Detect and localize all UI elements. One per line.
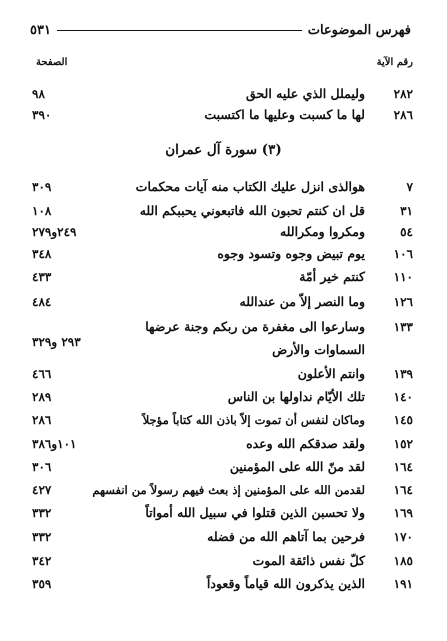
verse-number: ٢٨٢: [393, 87, 413, 101]
verse-text: تلك الأيّام نداولها بن الناس: [227, 389, 365, 404]
index-row: [32, 200, 413, 222]
page-reference: ٣٣٢: [32, 506, 52, 520]
index-row: [32, 83, 413, 105]
verse-number-heading: رقم الآية: [376, 57, 413, 68]
page-reference: ٢٤٩و٢٧٩: [32, 225, 77, 239]
index-row: [32, 221, 413, 243]
verse-number: ١٣٣: [393, 320, 413, 334]
column-headings: [36, 57, 413, 75]
page-reference: ٩٨: [32, 87, 45, 101]
page-reference: ٣٤٢: [32, 554, 52, 568]
index-row: [32, 104, 413, 126]
index-row: [32, 409, 413, 431]
page-number: ٥٣١: [30, 22, 51, 38]
running-head-rule: [57, 30, 302, 31]
index-row: [32, 291, 413, 313]
verse-number: ١٤٥: [393, 413, 413, 427]
verse-number: ١٦٤: [393, 483, 413, 497]
verse-text: كنتم خير أمّة: [299, 269, 365, 284]
page-reference: ١٠٨: [32, 204, 52, 218]
verse-number: ١٤٠: [393, 390, 413, 404]
page-heading: الصفحة: [36, 57, 68, 68]
verse-number: ١٦٤: [393, 460, 413, 474]
page-reference: ٣٣٢: [32, 530, 52, 544]
page-reference: ٣٠٩: [32, 180, 52, 194]
running-head: [30, 20, 411, 40]
verse-text: هوالذى انزل عليك الكتاب منه آيات محكمات: [135, 179, 365, 194]
verse-text: ولقد صدقكم الله وعده: [246, 436, 365, 451]
verse-number: ١٦٩: [393, 506, 413, 520]
running-head-title: فهرس الموضوعات: [307, 22, 411, 38]
verse-text-continuation: السماوات والأرض: [272, 342, 365, 357]
verse-text: وسارعوا الى مغفرة من ربكم وجنة عرضها: [145, 319, 365, 334]
index-row: [32, 386, 413, 408]
page-reference: ٢٩٣ و٣٢٩: [32, 335, 81, 349]
verse-text: كلّ نفس ذائقة الموت: [252, 553, 365, 568]
verse-text: فرحين بما آتاهم الله من فضله: [207, 529, 365, 544]
page-reference: ٣٥٩: [32, 577, 52, 591]
index-row: [32, 335, 413, 361]
index-row: [32, 550, 413, 572]
verse-number: ٥٤: [400, 225, 413, 239]
verse-text: وماكان لنفس أن تموت إلاّ باذن الله كتاباً مؤجلاً: [142, 413, 365, 427]
verse-text: ولا تحسبن الذين قتلوا في سبيل الله أمواتاً: [145, 505, 365, 520]
verse-text: وليملل الذي عليه الحق: [246, 86, 365, 101]
page-reference: ٤٨٤: [32, 295, 52, 309]
verse-text: ومكروا ومكرالله: [279, 224, 365, 239]
verse-number: ١٧٠: [393, 530, 413, 544]
verse-number: ٧: [406, 180, 413, 194]
verse-text: يوم تبيض وجوه وتسود وجوه: [217, 246, 365, 261]
index-row: [32, 526, 413, 548]
index-row: [32, 266, 413, 288]
verse-text: لها ما كسبت وعليها ما اكتسبت: [204, 107, 365, 122]
verse-text: وما النصر إلاّ من عندالله: [239, 294, 365, 309]
page-reference: ٣٩٠: [32, 108, 52, 122]
page-reference: ٤٦٦: [32, 367, 52, 381]
verse-number: ١٥٢: [393, 437, 413, 451]
verse-number: ٣١: [400, 204, 413, 218]
page-reference: ٣٤٨: [32, 247, 52, 261]
page-reference: ٤٣٣: [32, 270, 52, 284]
sura-heading: (٣) سورة آل عمران: [165, 142, 282, 158]
verse-text: لقد منّ الله على المؤمنين: [229, 459, 365, 474]
verse-number: ١٣٩: [393, 367, 413, 381]
verse-text: قل ان كنتم تحبون الله فاتبعوني يحببكم الله: [139, 203, 365, 218]
index-row: [32, 479, 413, 501]
page-reference: ٢٨٩: [32, 390, 52, 404]
index-row: [32, 573, 413, 595]
verse-number: ١١٠: [393, 270, 413, 284]
index-row: [32, 363, 413, 385]
verse-number: ١٠٦: [393, 247, 413, 261]
verse-number: ١٩١: [393, 577, 413, 591]
page-reference: ٣٠٦: [32, 460, 52, 474]
verse-text: الذين يذكرون الله قياماً وقعوداً: [206, 576, 365, 591]
verse-text: وانتم الأعلون: [297, 366, 365, 381]
index-row: [32, 243, 413, 265]
index-row: [32, 176, 413, 198]
page-reference: ١٠١و٣٨٦: [32, 437, 77, 451]
index-row: [32, 456, 413, 478]
verse-text: لقدمن الله على المؤمنين إذ بعث فيهم رسولاً من انفسهم: [92, 483, 365, 497]
index-row: [32, 502, 413, 524]
page-reference: ٤٢٧: [32, 483, 52, 497]
page-reference: ٢٨٦: [32, 413, 52, 427]
verse-number: ١٨٥: [393, 554, 413, 568]
verse-number: ١٢٦: [393, 295, 413, 309]
verse-number: ٢٨٦: [393, 108, 413, 122]
index-row: [32, 433, 413, 455]
